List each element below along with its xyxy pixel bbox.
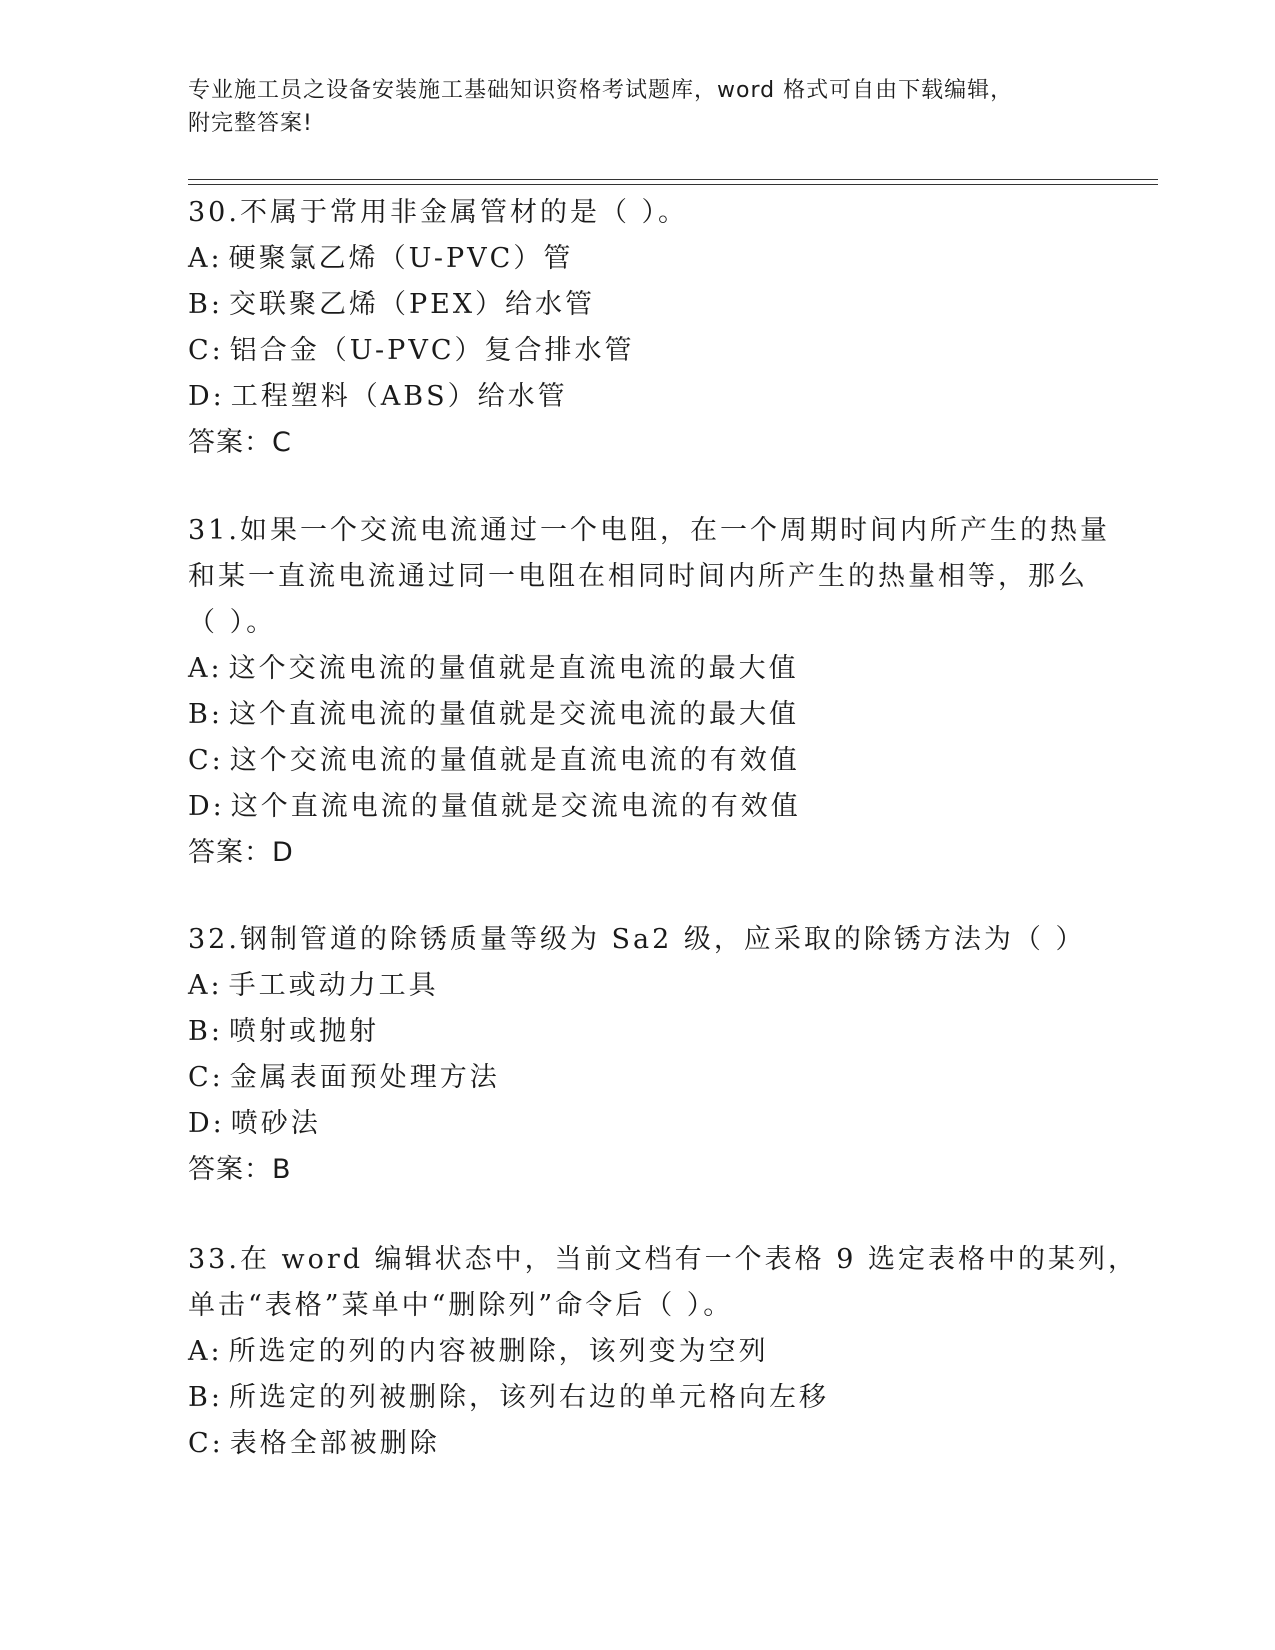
option-c xyxy=(188,1055,1088,1101)
question-stem: 31.如果一个交流电流通过一个电阻，在一个周期时间内所产生的热量 xyxy=(188,515,1110,546)
header-divider-top xyxy=(188,179,1158,180)
option-letter: C: xyxy=(188,335,224,366)
option-text: 手工或动力工具 xyxy=(228,970,439,1001)
option-text: 这个直流电流的量值就是交流电流的有效值 xyxy=(230,791,801,822)
option-letter: D: xyxy=(188,791,225,822)
option-d xyxy=(188,1101,1088,1147)
option-a xyxy=(188,1329,1088,1375)
option-d xyxy=(188,374,1088,420)
option-text: 硬聚氯乙烯（U-PVC）管 xyxy=(228,243,574,274)
question-stem: 32.钢制管道的除锈质量等级为 Sa2 级，应采取的除锈方法为（ ） xyxy=(188,924,1086,955)
option-text: 喷射或抛射 xyxy=(228,1016,379,1047)
question-31 xyxy=(188,508,1110,876)
option-b xyxy=(188,1009,1088,1055)
option-text: 交联聚乙烯（PEX）给水管 xyxy=(228,289,596,320)
header-divider-bottom xyxy=(188,184,1158,185)
question-stem: （ ）。 xyxy=(188,607,277,638)
option-text: 铝合金（U-PVC）复合排水管 xyxy=(229,335,635,366)
question-30 xyxy=(188,190,1088,466)
option-a xyxy=(188,236,1088,282)
option-letter: D: xyxy=(188,381,225,412)
option-c xyxy=(188,738,1088,784)
header-line-2: 附完整答案! xyxy=(188,111,313,136)
question-33 xyxy=(188,1237,1139,1467)
option-b xyxy=(188,1375,1088,1421)
option-text: 金属表面预处理方法 xyxy=(229,1062,500,1093)
option-text: 所选定的列被删除，该列右边的单元格向左移 xyxy=(228,1382,829,1413)
option-text: 所选定的列的内容被删除，该列变为空列 xyxy=(228,1336,769,1367)
question-stem: 30.不属于常用非金属管材的是（ ）。 xyxy=(188,197,689,228)
option-letter: A: xyxy=(188,1336,223,1367)
header-line-1: 专业施工员之设备安装施工基础知识资格考试题库，word 格式可自由下载编辑， xyxy=(188,78,1014,103)
document-header xyxy=(188,74,1068,140)
option-a xyxy=(188,963,1088,1009)
question-stem: 和某一直流电流通过同一电阻在相同时间内所产生的热量相等，那么 xyxy=(188,561,1088,592)
option-letter: B: xyxy=(188,289,223,320)
question-32 xyxy=(188,917,1088,1193)
option-text: 这个交流电流的量值就是直流电流的最大值 xyxy=(228,653,799,684)
option-letter: A: xyxy=(188,653,223,684)
option-letter: A: xyxy=(188,243,223,274)
option-letter: C: xyxy=(188,1062,224,1093)
option-text: 这个直流电流的量值就是交流电流的最大值 xyxy=(228,699,799,730)
option-text: 工程塑料（ABS）给水管 xyxy=(230,381,568,412)
option-b xyxy=(188,282,1088,328)
answer-line: 答案：D xyxy=(188,837,294,868)
option-letter: B: xyxy=(188,1382,223,1413)
option-text: 这个交流电流的量值就是直流电流的有效值 xyxy=(229,745,800,776)
option-letter: C: xyxy=(188,1428,224,1459)
question-stem: 33.在 word 编辑状态中，当前文档有一个表格 9 选定表格中的某列， xyxy=(188,1244,1139,1275)
question-stem: 单击“表格”菜单中“删除列”命令后（ ）。 xyxy=(188,1290,734,1321)
option-text: 表格全部被删除 xyxy=(229,1428,440,1459)
option-letter: B: xyxy=(188,699,223,730)
option-text: 喷砂法 xyxy=(230,1108,321,1139)
option-letter: C: xyxy=(188,745,224,776)
option-d xyxy=(188,784,1088,830)
answer-line: 答案：B xyxy=(188,1154,292,1185)
answer-line: 答案：C xyxy=(188,427,292,458)
option-c xyxy=(188,328,1088,374)
option-c xyxy=(188,1421,1088,1467)
option-a xyxy=(188,646,1088,692)
option-letter: D: xyxy=(188,1108,225,1139)
option-b xyxy=(188,692,1088,738)
option-letter: B: xyxy=(188,1016,223,1047)
option-letter: A: xyxy=(188,970,223,1001)
